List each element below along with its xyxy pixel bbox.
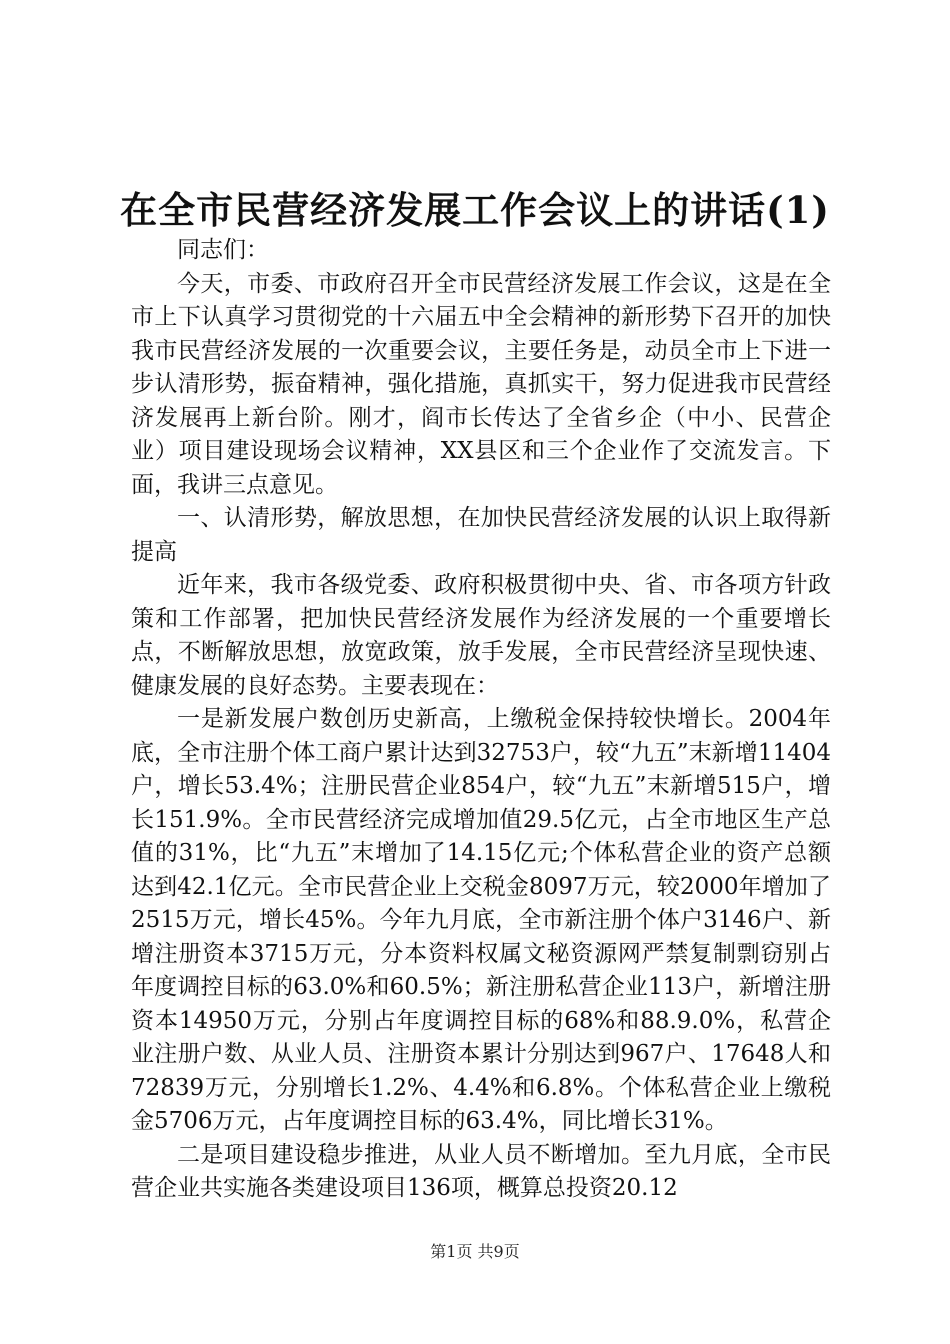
page-footer: 第1页 共9页 bbox=[430, 1242, 520, 1261]
body-paragraph: 近年来，我市各级党委、政府积极贯彻中央、省、市各项方针政策和工作部署，把加快民营经济发展作为经济发展的一个重要增长点，不断解放思想，放宽政策，放手发展，全市民营经济呈现快速、健康发展的良好态势。主要表现在： bbox=[131, 572, 831, 699]
document-title: 在全市民营经济发展工作会议上的讲话(1) bbox=[120, 188, 830, 232]
body-paragraph: 二是项目建设稳步推进，从业人员不断增加。至九月底，全市民营企业共实施各类建设项目136项，概算总投资20.12 bbox=[131, 1141, 831, 1201]
section-heading: 一、认清形势，解放思想，在加快民营经济发展的认识上取得新提高 bbox=[131, 505, 831, 565]
body-paragraph: 一是新发展户数创历史新高，上缴税金保持较快增长。2004年底，全市注册个体工商户累计达到32753户，较“九五”末新增11404户，增长53.4%；注册民营企业854户，较“九五”末新增515户，增长151.9%。全市民营经济完成增加值29.5亿元，占全市地区生产总值的31%，比“九五”末增加了14.15亿元;个体私营企业的资产总额达到42.1亿元。全市民营企业上交税金8097万元，较2000年增加了2515万元，增长45%。今年九月底，全市新注册个体户3146户、新增注册资本3715万元，分本资料权属文秘资源网严禁复制剽窃别占年度调控目标的63.0%和60.5%；新注册私营企业113户，新增注册资本14950万元，分别占年度调控目标的68%和88.9.0%，私营企业注册户数、从业人员、注册资本累计分别达到967户、17648人和72839万元，分别增长1.2%、4.4%和6.8%。个体私营企业上缴税金5706万元，占年度调控目标的63.4%，同比增长31%。 bbox=[131, 706, 831, 1134]
document-body bbox=[131, 234, 831, 1206]
intro-paragraph: 今天，市委、市政府召开全市民营经济发展工作会议，这是在全市上下认真学习贯彻党的十六届五中全会精神的新形势下召开的加快我市民营经济发展的一次重要会议，主要任务是，动员全市上下进一步认清形势，振奋精神，强化措施，真抓实干，努力促进我市民营经济发展再上新台阶。刚才，阎市长传达了全省乡企（中小、民营企业）项目建设现场会议精神，XX县区和三个企业作了交流发言。下面，我讲三点意见。 bbox=[131, 270, 831, 498]
salutation-paragraph: 同志们： bbox=[177, 237, 269, 263]
